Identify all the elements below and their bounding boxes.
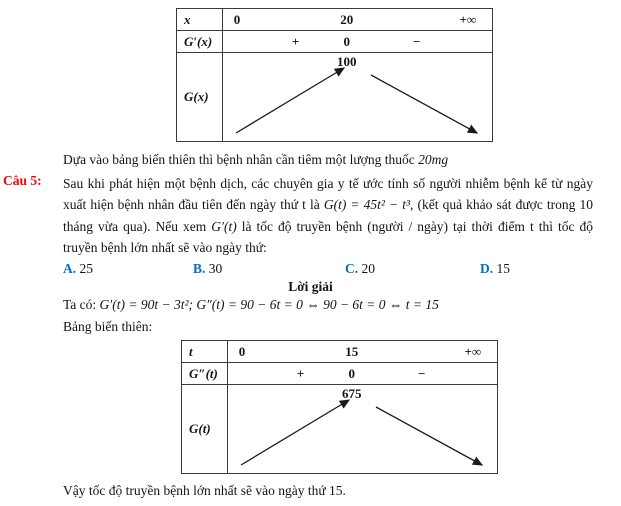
variable-label: t — [182, 341, 228, 363]
maximum-value: 675 — [341, 386, 362, 402]
derivative-label: G′(x) — [177, 31, 223, 53]
variation-table-bottom — [181, 340, 498, 474]
solution-line — [63, 297, 593, 313]
solution-math: G′(t) = 90t − 3t²; G″(t) = 90 − 6t = 0 ⇔ 90 − 6t = 0 ⇔ t = 15 — [99, 297, 439, 313]
value-mid: 20 — [340, 11, 354, 27]
answer-text-a: 25 — [79, 261, 93, 277]
function-label: G(t) — [182, 385, 228, 473]
sign-row — [223, 31, 492, 53]
question-formula: G(t) = 45t² − t³ — [323, 197, 411, 213]
answer-text-b: 30 — [208, 261, 223, 277]
solution-heading: Lời giải — [288, 279, 333, 295]
question-number: Câu 5: — [3, 173, 42, 188]
function-label: G(x) — [177, 53, 223, 141]
derivative-label: G″(t) — [182, 363, 228, 385]
variation-table-top — [176, 8, 493, 142]
sign-zero: 0 — [343, 33, 350, 49]
variable-values-row — [228, 341, 497, 363]
maximum-value: 100 — [336, 54, 357, 69]
monotonicity-cell — [223, 53, 492, 141]
question-text — [63, 173, 593, 258]
sign-minus: − — [412, 33, 421, 49]
conclusion-text: Vậy tốc độ truyền bệnh lớn nhất sẽ vào ngày thứ 15. — [63, 483, 346, 499]
question-part3: là tốc độ truyền bệnh (người / ngày) tại thời điểm t thì tốc độ truyền bệnh lớn nhất sẽ vào ngày thứ: — [63, 218, 594, 255]
answer-letter-d: D. — [480, 261, 494, 277]
note-line — [63, 152, 593, 168]
variable-label: x — [177, 9, 223, 31]
variable-values-row — [223, 9, 492, 31]
answer-option-d — [480, 261, 611, 277]
sign-minus: − — [417, 365, 426, 381]
increase-arrow — [241, 400, 349, 465]
answer-option-b — [193, 261, 345, 277]
increase-arrow — [236, 68, 344, 133]
answer-text-c: 20 — [361, 261, 375, 277]
monotonicity-arrows — [223, 53, 492, 141]
answer-letter-c: C. — [345, 261, 359, 277]
sign-zero: 0 — [348, 365, 355, 381]
monotonicity-arrows — [228, 385, 497, 473]
decrease-arrow — [371, 75, 477, 133]
answer-choices — [63, 261, 611, 277]
value-right: +∞ — [464, 343, 482, 359]
answer-option-a — [63, 261, 193, 277]
note-math: 20mg — [418, 152, 449, 167]
monotonicity-cell — [228, 385, 497, 473]
solution-intro: Ta có: — [63, 297, 100, 313]
value-right: +∞ — [459, 11, 477, 27]
value-mid: 15 — [345, 343, 359, 359]
sign-row — [228, 363, 497, 385]
question-block — [0, 173, 621, 258]
decrease-arrow — [376, 407, 482, 465]
answer-option-c — [345, 261, 480, 277]
sign-plus: + — [296, 365, 305, 381]
question-derivative: G′(t) — [211, 218, 237, 234]
sign-plus: + — [291, 33, 300, 49]
answer-letter-b: B. — [193, 261, 206, 277]
value-left: 0 — [233, 11, 241, 27]
value-left: 0 — [238, 343, 246, 359]
bbt-label: Bảng biến thiên: — [63, 319, 153, 335]
note-text: Dựa vào bảng biến thiên thì bệnh nhân cần tiêm một lượng thuốc — [63, 152, 419, 167]
question-part2: , (kết quả khảo sát được trong 10 tháng vừa qua). Nếu xem — [63, 197, 594, 234]
answer-text-d: 15 — [496, 261, 510, 277]
answer-letter-a: A. — [63, 261, 77, 277]
question-part1: Sau khi phát hiện một bệnh dịch, các chuyên gia y tế ước tính số người nhiễm bệnh kể từ ngày xuất hiện bệnh nhân đầu tiên đến ngày thứ t là — [63, 176, 593, 213]
